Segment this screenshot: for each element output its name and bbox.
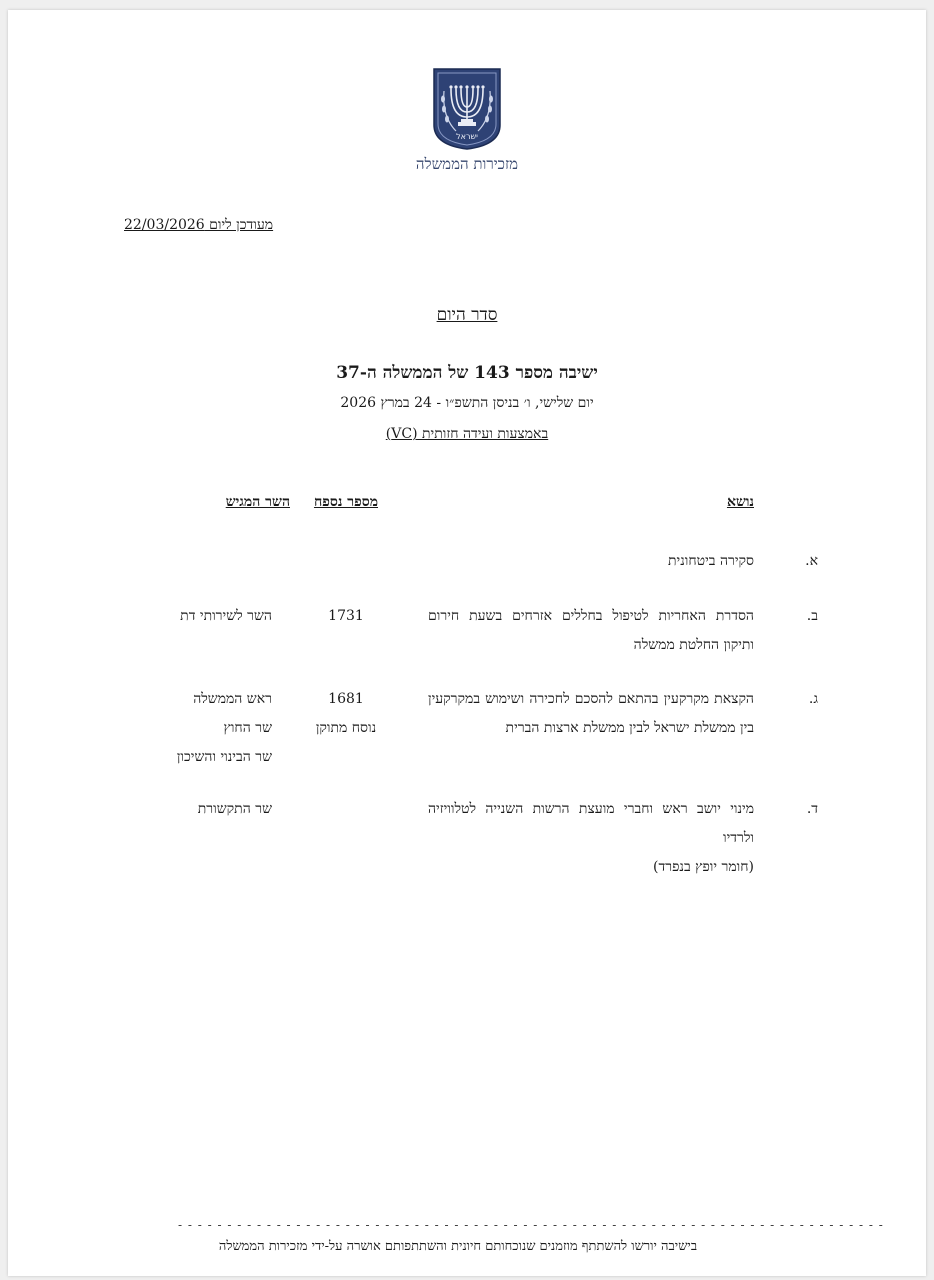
row-letter: ג. — [808, 691, 818, 707]
footer-divider: - - - - - - - - - - - - - - - - - - - - - - - - - - - - - - - - - - - - - - - - - - - - - - - - - - - - - - - - - - - - - - - - - - - - - - - - — [178, 1218, 884, 1232]
column-header-minister: השר המגיש — [225, 494, 290, 510]
row-letter: ב. — [806, 608, 818, 624]
column-header-topic: נושא — [726, 494, 754, 510]
doc-number-note: נוסח מתוקן — [315, 720, 377, 736]
row-minister: שר התקשורת — [197, 801, 272, 817]
emblem-text: ישראל — [456, 132, 478, 141]
meeting-date: יום שלישי, ו׳ בניסן התשפ״ו - 24 במרץ 2026 — [340, 395, 594, 411]
row-topic: סקירה ביטחונית — [667, 553, 754, 569]
agenda-title: סדר היום — [436, 305, 498, 325]
doc-number-value: 1681 — [328, 691, 364, 707]
minister-name: ראש הממשלה — [193, 691, 272, 707]
footer-note: בישיבה יורשו להשתתף מוזמנים שנוכחותם חיונית והשתתפותם אושרה על-ידי מזכירות הממשלה — [218, 1239, 698, 1254]
row-topic-note: (חומר יופץ בנפרד) — [653, 859, 754, 875]
row-topic-text: מינוי יושב ראש וחברי מועצת הרשות השנייה לטלוויזיה ולרדיו — [428, 801, 754, 846]
row-topic — [428, 795, 754, 882]
document-page — [8, 10, 926, 1276]
meeting-mode: באמצעות ועידה חזותית (VC) — [385, 426, 549, 442]
minister-name: שר הבינוי והשיכון — [176, 749, 272, 765]
row-topic: הקצאת מקרקעין בהתאם להסכם לחכירה ושימוש במקרקעין בין ממשלת ישראל לבין ממשלת ארצות הברית — [428, 691, 754, 736]
row-minister — [120, 685, 272, 772]
meeting-title: ישיבה מספר 143 של הממשלה ה-37 — [336, 363, 598, 383]
organization-name: מזכירות הממשלה — [415, 155, 519, 173]
row-letter: ד. — [806, 801, 818, 817]
row-minister: השר לשירותי דת — [180, 608, 272, 624]
row-letter: א. — [805, 553, 818, 569]
row-doc-number: 1731 — [328, 608, 364, 624]
minister-name: שר החוץ — [223, 720, 272, 736]
row-doc-number — [296, 685, 396, 743]
row-topic: הסדרת האחריות לטיפול בחללים אזרחים בשעת חירום ותיקון החלטת ממשלה — [428, 608, 754, 653]
state-emblem-icon — [432, 67, 502, 151]
column-header-doc-number: מספר נספח — [313, 494, 379, 510]
updated-date: מעודכן ליום 22/03/2026 — [124, 217, 274, 233]
